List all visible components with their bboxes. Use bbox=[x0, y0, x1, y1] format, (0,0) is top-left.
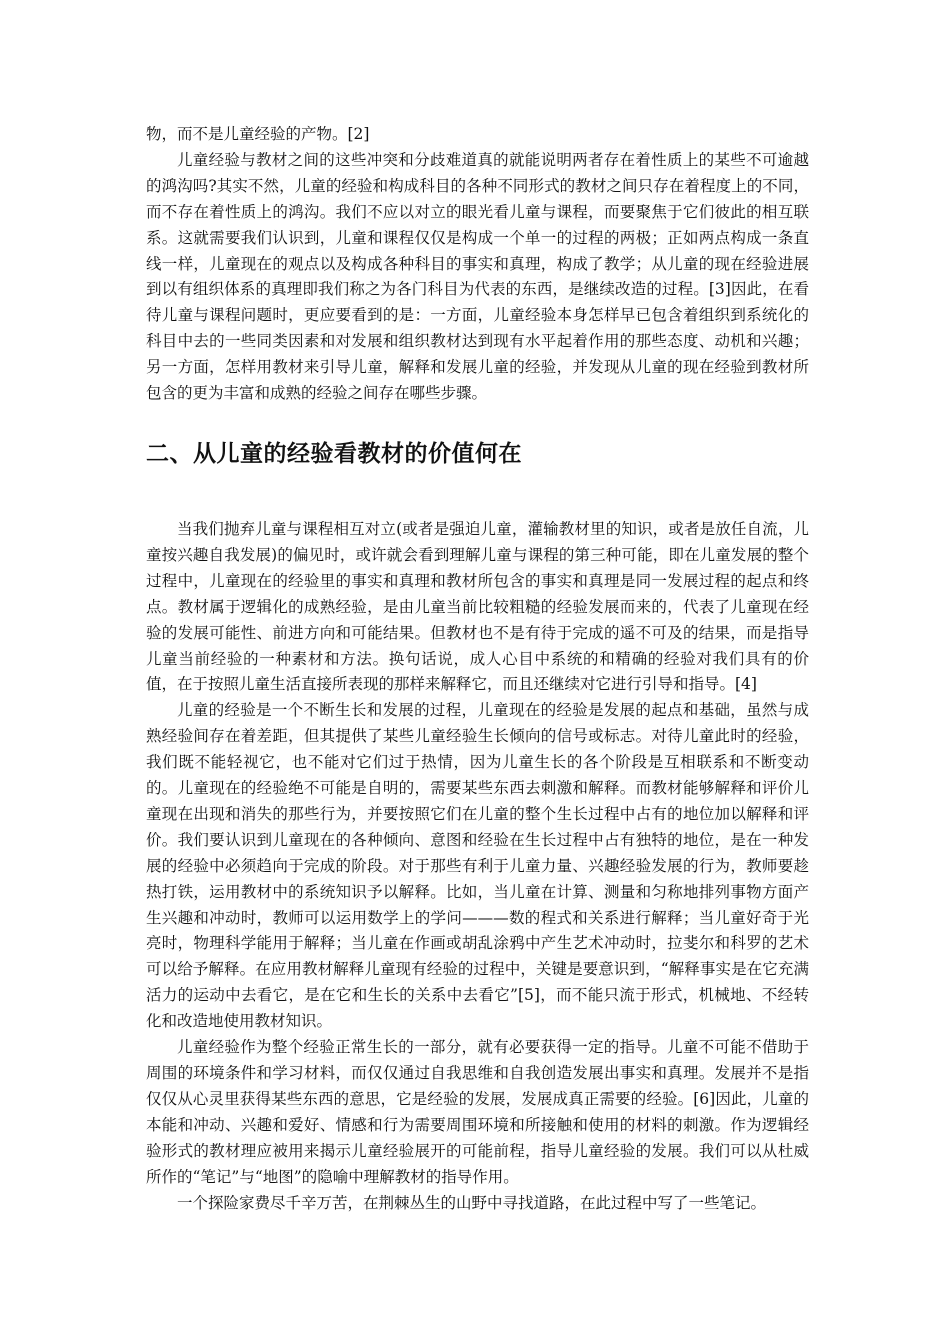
section-previous bbox=[146, 122, 809, 407]
section-body bbox=[146, 517, 809, 1216]
paragraph: 儿童的经验是一个不断生长和发展的过程，儿童现在的经验是发展的起点和基础，虽然与成熟经验间存在着差距，但其提供了某些儿童经验生长倾向的信号或标志。对待儿童此时的经验，我们既不能轻视它，也不能对它们过于热情，因为儿童生长的各个阶段是互相联系和不断变动的。儿童现在的经验绝不可能是自明的，需要某些东西去刺激和解释。而教材能够解释和评价儿童现在出现和消失的那些行为，并要按照它们在儿童的整个生长过程中占有的地位加以解释和评价。我们要认识到儿童现在的各种倾向、意图和经验在生长过程中占有独特的地位，是在一种发展的经验中必须趋向于完成的阶段。对于那些有利于儿童力量、兴趣经验发展的行为，教师要趁热打铁，运用教材中的系统知识予以解释。比如，当儿童在计算、测量和匀称地排列事物方面产生兴趣和冲动时，教师可以运用数学上的学问———数的程式和关系进行解释；当儿童好奇于光亮时，物理科学能用于解释；当儿童在作画或胡乱涂鸦中产生艺术冲动时，拉斐尔和科罗的艺术可以给予解释。在应用教材解释儿童现有经验的过程中，关键是要意识到，“解释事实是在它充满活力的运动中去看它，是在它和生长的关系中去看它”[5]，而不能只流于形式，机械地、不经转化和改造地使用教材知识。 bbox=[146, 701, 809, 1031]
paragraph: 儿童经验作为整个经验正常生长的一部分，就有必要获得一定的指导。儿童不可能不借助于周围的环境条件和学习材料，而仅仅通过自我思维和自我创造发展出事实和真理。发展并不是指仅仅从心灵里获得某些东西的意思，它是经验的发展，发展成真正需要的经验。[6]因此，儿童的本能和冲动、兴趣和爱好、情感和行为需要周围环境和所接触和使用的材料的刺激。作为逻辑经验形式的教材理应被用来揭示儿童经验展开的可能前程，指导儿童经验的发展。我们可以从杜威所作的“笔记”与“地图”的隐喻中理解教材的指导作用。 bbox=[146, 1038, 809, 1186]
paragraph-continuation: 物，而不是儿童经验的产物。[2] bbox=[146, 125, 370, 143]
paragraph: 一个探险家费尽千辛万苦，在荆棘丛生的山野中寻找道路，在此过程中写了一些笔记。 bbox=[177, 1193, 767, 1212]
paragraph: 当我们抛弃儿童与课程相互对立(或者是强迫儿童，灌输教材里的知识，或者是放任自流，儿童按兴趣自我发展)的偏见时，或许就会看到理解儿童与课程的第三种可能，即在儿童发展的整个过程中，儿童现在的经验里的事实和真理和教材所包含的事实和真理是同一发展过程的起点和终点。教材属于逻辑化的成熟经验，是由儿童当前比较粗糙的经验发展而来的，代表了儿童现在经验的发展可能性、前进方向和可能结果。但教材也不是有待于完成的遥不可及的结果，而是指导儿童当前经验的一种素材和方法。换句话说，成人心目中系统的和精确的经验对我们具有的价值，在于按照儿童生活直接所表现的那样来解释它，而且还继续对它进行引导和指导。[4] bbox=[146, 519, 809, 694]
paragraph: 儿童经验与教材之间的这些冲突和分歧难道真的就能说明两者存在着性质上的某些不可逾越的鸿沟吗?其实不然，儿童的经验和构成科目的各种不同形式的教材之间只存在着程度上的不同，而不存在着性质上的鸿沟。我们不应以对立的眼光看儿童与课程，而要聚焦于它们彼此的相互联系。这就需要我们认识到，儿童和课程仅仅是构成一个单一的过程的两极；正如两点构成一条直线一样，儿童现在的观点以及构成各种科目的事实和真理，构成了教学；从儿童的现在经验进展到以有组织体系的真理即我们称之为各门科目为代表的东西，是继续改造的过程。[3]因此，在看待儿童与课程问题时，更应要看到的是：一方面，儿童经验本身怎样早已包含着组织到系统化的科目中去的一些同类因素和对发展和组织教材达到现有水平起着作用的那些态度、动机和兴趣；另一方面，怎样用教材来引导儿童，解释和发展儿童的经验，并发现从儿童的现在经验到教材所包含的更为丰富和成熟的经验之间存在哪些步骤。 bbox=[146, 150, 809, 403]
document-page bbox=[146, 122, 809, 1216]
section-heading: 二、从儿童的经验看教材的价值何在 bbox=[146, 440, 522, 467]
